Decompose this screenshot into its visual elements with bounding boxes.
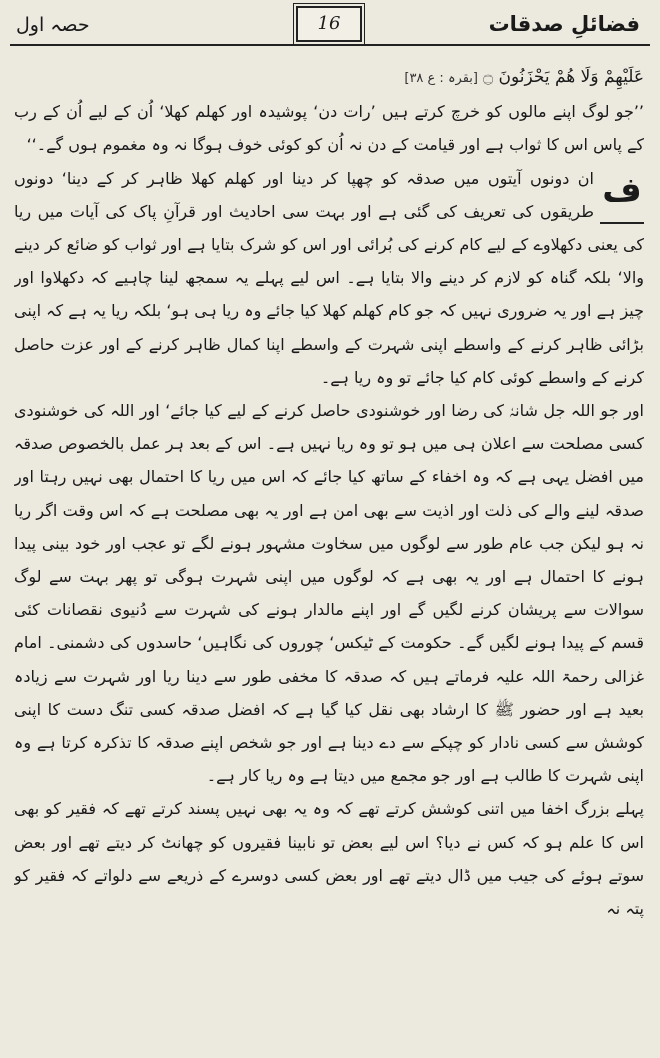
page-body xyxy=(14,60,644,1050)
commentary-text: ان دونوں آیتوں میں صدقہ کو چھپا کر دینا اور کھلم کھلا ظاہر کر کے دینا‘ دونوں طریقوں کی تعریف کی گئی ہے اور بہت سی احادیث اور قرآنِ پاک کی آیات میں ریا کی یعنی دکھلاوے کے لیے کام کرنے کی بُرائی اور اس کو شرک بتایا ہے اور ثواب کو ضائع کر دینے والا‘ بلکہ گناہ کو لازم کر دینے والا بتایا ہے۔ اس لیے پہلے یہ سمجھ لینا چاہیے کہ دکھلاوا اور چیز ہے اور یہ ضروری نہیں کہ جو کام کھلم کھلا کیا جائے وہ ریا ہی ہو‘ بلکہ ریا یہ ہے کہ اپنی بڑائی ظاہر کرنے کے واسطے اپنی شہرت کے واسطے اپنا کمال ظاہر کرنے کے اور عزت حاصل کرنے کے واسطے کوئی کام کیا جائے تو وہ ریا ہے۔ xyxy=(14,168,644,387)
fa-commentary-marker: ف xyxy=(600,162,644,224)
verse-reference: [بقرہ : ع ۳۸] xyxy=(404,71,478,86)
body-paragraph: اور جو اللہ جل شانہٗ کی رضا اور خوشنودی حاصل کرنے کے لیے کیا جائے‘ اور اللہ کی خوشنودی کسی مصلحت سے اعلان ہی میں ہو تو وہ ریا نہیں ہے۔ اس کے بعد ہر عمل بالخصوص صدقہ میں افضل یہی ہے کہ وہ اخفاء کے ساتھ کیا جائے کہ اس میں ریا کا احتمال بھی نہیں رہتا اور صدقہ لینے والے کی ذلت اور اذیت سے بھی امن ہے اور یہ بھی مصلحت ہے کہ اس وقت اگر ریا نہ ہو لیکن جب عام طور سے لوگوں میں سخاوت مشہور ہونے لگے تو عجب اور خود بینی پیدا ہونے کا احتمال ہے اور یہ بھی ہے کہ لوگوں میں اپنی شہرت ہوگی تو پھر بہت سے لوگ سوالات سے پریشان کرنے لگیں گے اور اپنے مالدار ہونے کی شہرت سے دُنیوی نقصانات کئی قسم کے پیدا ہونے لگیں گے۔ حکومت کے ٹیکس‘ چوروں کی نگاہیں‘ حاسدوں کی دشمنی۔ امام غزالی رحمۃ اللہ علیہ فرماتے ہیں کہ صدقہ کا مخفی طور سے دینا ریا اور شہرت سے زیادہ بعید ہے اور حضور ﷺ کا ارشاد بھی نقل کیا گیا ہے کہ افضل صدقہ کسی تنگ دست کا اپنی کوشش سے کسی نادار کو چپکے سے دے دینا ہے اور جو شخص اپنے صدقہ کا تذکرہ کرتا ہے وہ اپنی شہرت کا طالب ہے اور جو مجمع میں دیتا ہے وہ ریا کار ہے۔ xyxy=(14,401,644,786)
section-label: حصہ اول xyxy=(16,14,90,36)
translation-paragraph: ’’جو لوگ اپنے مالوں کو خرچ کرتے ہیں ’رات دن‘ پوشیدہ اور کھلم کھلا‘ اُن کے لیے اُن کے رب کے پاس اس کا ثواب ہے اور قیامت کے دن نہ اُن کو کوئی خوف ہوگا نہ وہ مغموم ہوں گے۔‘‘ xyxy=(14,102,644,155)
verse-line xyxy=(14,60,644,95)
quran-verse: عَلَيْهِمْ وَلَا هُمْ يَحْزَنُونَ ۝ xyxy=(483,67,644,87)
body-paragraph-last: پہلے بزرگ اخفا میں اتنی کوشش کرتے تھے کہ وہ یہ بھی نہیں پسند کرتے تھے کہ فقیر کو بھی اس کا علم ہو کہ کس نے دیا؟ اس لیے بعض تو نابینا فقیروں کو چھانٹ کر دیتے تھے اور بعض سوتے ہوئے کی جیب میں ڈال دیتے تھے اور بعض کسی دوسرے کے ذریعے سے دلواتے کہ فقیر کو پتہ نہ xyxy=(14,799,644,919)
header-divider xyxy=(10,44,650,46)
page-number: 16 xyxy=(296,6,362,42)
commentary-paragraph xyxy=(14,162,644,394)
book-title: فضائلِ صدقات xyxy=(488,12,640,36)
page-header xyxy=(10,4,650,52)
